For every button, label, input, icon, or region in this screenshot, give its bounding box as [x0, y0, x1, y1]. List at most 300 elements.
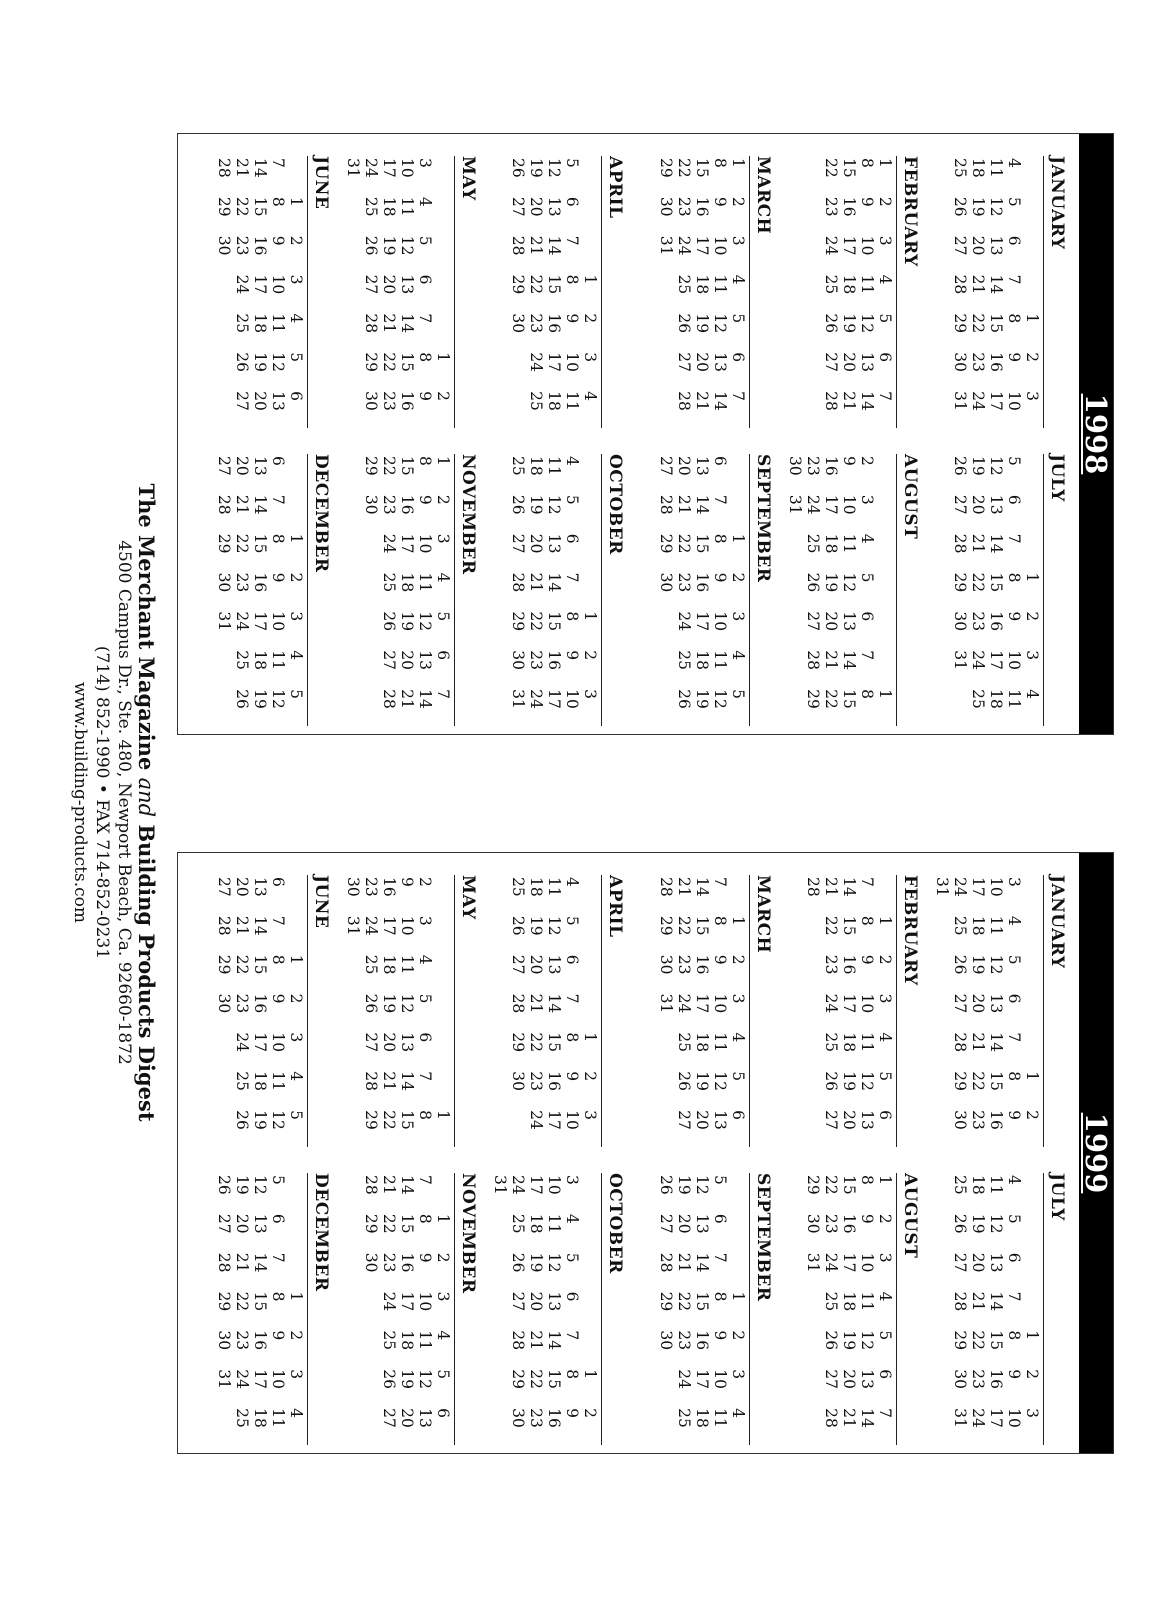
day-cell: 6 — [269, 456, 288, 466]
day-cell: 26 — [215, 1175, 234, 1195]
day-cell: 18 — [251, 1408, 270, 1428]
day-cell: 5 — [416, 235, 435, 246]
day-cell: 9 — [710, 1330, 729, 1341]
day-cell: 22 — [969, 1330, 987, 1351]
day-cell: 21 — [527, 572, 546, 593]
day-cell: 24 — [233, 1369, 252, 1390]
day-cell: 21 — [692, 391, 711, 411]
day-cell: 13 — [251, 456, 270, 476]
day-cell: 10 — [269, 1369, 288, 1390]
day-cell: 11 — [545, 456, 564, 476]
day-cell: 10 — [416, 533, 435, 554]
day-cell: 28 — [380, 689, 399, 709]
day-cell: 25 — [380, 572, 399, 593]
day-cell: 1 — [434, 352, 453, 363]
day-cell: 27 — [509, 1291, 528, 1312]
day-cell: 24 — [821, 1252, 840, 1273]
day-cell: 18 — [969, 158, 987, 178]
day-cell: 19 — [527, 494, 546, 515]
day-cell: 16 — [692, 572, 711, 593]
day-cell: 9 — [269, 235, 288, 246]
day-cell: 27 — [674, 352, 693, 373]
day-cell: 15 — [692, 1291, 711, 1312]
day-cell: 4 — [1005, 915, 1023, 926]
day-cell: 19 — [692, 1071, 711, 1092]
day-cell: 20 — [969, 494, 987, 515]
day-cell: 7 — [1005, 1032, 1023, 1043]
day-cell: 2 — [581, 1408, 600, 1419]
day-cell: 1 — [728, 1291, 747, 1302]
day-cell: 21 — [233, 915, 252, 936]
day-cell: 15 — [839, 158, 858, 178]
day-cell: 5 — [563, 494, 582, 505]
day-cell: 21 — [527, 1330, 546, 1351]
day-cell: 17 — [545, 689, 564, 709]
day-cell: 21 — [821, 650, 840, 671]
day-cell: 23 — [527, 1071, 546, 1092]
day-cell: 28 — [674, 391, 693, 411]
day-cell: 6 — [1005, 494, 1023, 505]
day-cell: 4 — [581, 391, 600, 402]
day-cell: 16 — [545, 1408, 564, 1428]
day-cell: 7 — [269, 158, 288, 168]
day-cell: 19 — [969, 456, 987, 476]
day-cell: 24 — [362, 158, 381, 178]
day-cell: 17 — [987, 391, 1005, 411]
day-cell: 23 — [674, 954, 693, 975]
day-cell: 4 — [563, 877, 582, 887]
day-cell: 8 — [857, 158, 876, 168]
day-cell: 24 — [233, 1032, 252, 1053]
day-cell: 9 — [857, 1213, 876, 1224]
day-cell: 19 — [839, 1330, 858, 1351]
blank-cell — [287, 1173, 305, 1212]
day-cell: 29 — [656, 533, 675, 554]
day-cell: 9 — [398, 877, 417, 887]
day-cell: 6 — [434, 650, 453, 661]
blank-cell — [434, 914, 452, 953]
day-cell: 17 — [692, 611, 711, 632]
day-cell: 11 — [710, 1408, 729, 1428]
day-cell: 31 — [785, 494, 804, 515]
day-cell: 2 — [434, 391, 453, 402]
blank-cell — [1023, 156, 1041, 195]
day-cell: 8 — [269, 533, 288, 544]
day-cell: 18 — [692, 274, 711, 295]
day-cell: 7 — [416, 1071, 435, 1082]
day-cell: 2 — [1023, 352, 1041, 363]
day-cell: 15 — [692, 533, 711, 554]
day-cell: 3 — [1023, 1408, 1041, 1419]
month-name: DECEMBER — [307, 454, 331, 726]
day-cell: 20 — [969, 993, 987, 1014]
day-cell: 26 — [951, 196, 969, 217]
blank-cell — [434, 992, 452, 1031]
day-cell: 17 — [987, 1408, 1005, 1428]
day-cell: 1 — [875, 689, 894, 700]
blank-cell — [434, 234, 452, 273]
day-cell: 14 — [251, 158, 270, 178]
day-cell: 3 — [875, 235, 894, 246]
day-cell: 31 — [951, 650, 969, 671]
day-grid — [933, 875, 1041, 1147]
day-cell: 17 — [692, 1369, 711, 1390]
day-grid — [362, 1173, 452, 1445]
day-cell: 21 — [821, 877, 840, 897]
blank-cell — [582, 156, 600, 195]
day-cell: 12 — [857, 1071, 876, 1092]
day-grid — [951, 454, 1041, 726]
day-cell: 15 — [839, 1175, 858, 1195]
day-cell: 6 — [728, 352, 747, 363]
day-cell: 22 — [380, 1213, 399, 1234]
blank-cell — [1023, 1290, 1041, 1329]
day-cell: 1 — [581, 274, 600, 285]
day-cell: 7 — [1005, 274, 1023, 285]
day-cell: 3 — [287, 274, 306, 285]
day-cell: 27 — [951, 235, 969, 256]
day-cell: 2 — [287, 1330, 306, 1341]
day-cell: 12 — [710, 689, 729, 709]
day-cell: 22 — [233, 954, 252, 975]
month-name: NOVEMBER — [454, 1173, 478, 1445]
day-cell: 6 — [269, 877, 288, 887]
day-cell: 16 — [545, 313, 564, 334]
blank-cell — [582, 454, 600, 493]
day-cell: 4 — [434, 1330, 453, 1341]
day-cell: 19 — [969, 954, 987, 975]
day-cell: 19 — [398, 611, 417, 632]
day-cell: 2 — [1023, 611, 1041, 622]
day-cell: 7 — [563, 993, 582, 1004]
day-cell: 24 — [527, 352, 546, 373]
day-cell: 22 — [380, 1110, 399, 1130]
day-cell: 19 — [233, 1175, 252, 1195]
day-cell: 11 — [545, 1213, 564, 1234]
day-cell: 13 — [692, 1213, 711, 1234]
month-name: MAY — [454, 875, 478, 1147]
day-grid — [786, 454, 894, 726]
day-cell: 20 — [398, 650, 417, 671]
month-name: APRIL — [602, 875, 626, 1147]
month-september — [626, 454, 773, 726]
day-cell: 23 — [362, 877, 381, 897]
day-cell: 6 — [875, 1369, 894, 1380]
day-cell: 16 — [545, 1071, 564, 1092]
day-cell: 27 — [380, 650, 399, 671]
day-cell: 22 — [969, 313, 987, 334]
day-cell: 27 — [509, 533, 528, 554]
day-cell: 13 — [269, 391, 288, 411]
day-cell: 14 — [545, 993, 564, 1014]
day-cell: 17 — [251, 1032, 270, 1053]
day-cell: 19 — [380, 993, 399, 1014]
day-cell: 8 — [710, 1291, 729, 1302]
day-cell: 4 — [1023, 689, 1041, 700]
day-cell: 1 — [287, 954, 306, 965]
day-cell: 30 — [215, 235, 234, 256]
day-cell: 19 — [527, 158, 546, 178]
day-cell: 20 — [233, 1213, 252, 1234]
day-cell: 13 — [839, 611, 858, 632]
day-cell: 15 — [692, 158, 711, 178]
day-cell: 15 — [839, 915, 858, 936]
day-cell: 6 — [563, 1291, 582, 1302]
day-cell: 9 — [710, 572, 729, 583]
day-grid — [344, 875, 452, 1147]
day-cell: 9 — [269, 572, 288, 583]
day-cell: 18 — [839, 1291, 858, 1312]
day-cell: 25 — [509, 877, 528, 897]
day-cell: 8 — [563, 611, 582, 622]
day-cell: 18 — [969, 915, 987, 936]
day-cell: 8 — [416, 456, 435, 466]
day-cell: 11 — [545, 877, 564, 897]
day-cell: 28 — [656, 1252, 675, 1273]
day-cell: 17 — [251, 1369, 270, 1390]
blank-cell — [582, 1290, 600, 1329]
day-cell: 26 — [821, 1330, 840, 1351]
day-grid — [804, 1173, 894, 1445]
day-cell: 2 — [728, 1330, 747, 1341]
day-cell: 23 — [803, 456, 822, 476]
day-cell: 23 — [821, 1213, 840, 1234]
day-cell: 31 — [215, 1369, 234, 1390]
day-cell: 14 — [839, 650, 858, 671]
blank-cell — [582, 493, 600, 532]
day-cell: 10 — [416, 1291, 435, 1312]
blank-cell — [1023, 953, 1041, 992]
day-cell: 7 — [416, 313, 435, 324]
day-cell: 13 — [857, 1369, 876, 1390]
day-cell: 23 — [821, 196, 840, 217]
month-name: APRIL — [602, 156, 626, 428]
day-cell: 5 — [287, 352, 306, 363]
day-cell: 18 — [692, 1032, 711, 1053]
day-cell: 19 — [692, 689, 711, 709]
day-grid — [215, 875, 305, 1147]
day-cell: 28 — [821, 1408, 840, 1428]
day-cell: 10 — [398, 915, 417, 936]
day-cell: 24 — [674, 993, 693, 1014]
months-jul-dec — [184, 1173, 1067, 1445]
day-cell: 16 — [987, 1110, 1005, 1130]
day-cell: 18 — [398, 1330, 417, 1351]
day-cell: 28 — [951, 274, 969, 295]
day-cell: 13 — [545, 533, 564, 554]
day-cell: 25 — [674, 650, 693, 671]
day-cell: 18 — [545, 391, 564, 411]
day-cell: 20 — [839, 352, 858, 373]
day-cell: 18 — [692, 1408, 711, 1428]
day-cell: 6 — [875, 1110, 894, 1121]
day-cell: 27 — [509, 196, 528, 217]
day-cell: 28 — [656, 494, 675, 515]
day-cell: 10 — [710, 993, 729, 1014]
day-cell: 14 — [545, 235, 564, 256]
day-cell: 8 — [710, 915, 729, 926]
day-cell: 15 — [987, 1071, 1005, 1092]
day-cell: 10 — [857, 993, 876, 1014]
day-cell: 20 — [233, 877, 252, 897]
day-cell: 27 — [215, 456, 234, 476]
blank-cell — [287, 1251, 305, 1290]
day-cell: 12 — [416, 611, 435, 632]
day-cell: 28 — [215, 1252, 234, 1273]
day-cell: 30 — [344, 877, 363, 897]
day-cell: 27 — [951, 494, 969, 515]
day-cell: 31 — [951, 1408, 969, 1428]
day-cell: 2 — [1023, 1369, 1041, 1380]
day-cell: 11 — [416, 572, 435, 593]
month-january — [920, 875, 1067, 1147]
month-july — [920, 1173, 1067, 1445]
day-cell: 27 — [951, 1252, 969, 1273]
day-cell: 29 — [215, 533, 234, 554]
day-cell: 22 — [527, 1032, 546, 1053]
day-cell: 11 — [710, 1032, 729, 1053]
day-cell: 24 — [803, 494, 822, 515]
day-cell: 12 — [269, 689, 288, 709]
day-cell: 7 — [710, 877, 729, 887]
day-cell: 3 — [416, 158, 435, 168]
day-cell: 25 — [951, 915, 969, 936]
day-cell: 5 — [1005, 196, 1023, 207]
day-cell: 19 — [821, 572, 840, 593]
day-cell: 30 — [951, 1110, 969, 1130]
day-cell: 5 — [563, 915, 582, 926]
day-cell: 7 — [875, 391, 894, 402]
month-february — [773, 156, 920, 428]
day-cell: 30 — [215, 572, 234, 593]
day-cell: 23 — [527, 313, 546, 334]
day-cell: 19 — [527, 1252, 546, 1273]
day-cell: 26 — [803, 572, 822, 593]
day-cell: 18 — [527, 1213, 546, 1234]
blank-cell — [1023, 234, 1041, 273]
day-grid — [344, 156, 452, 428]
day-cell: 6 — [287, 391, 306, 402]
day-cell: 21 — [969, 1291, 987, 1312]
day-cell: 29 — [951, 313, 969, 334]
day-cell: 18 — [692, 650, 711, 671]
publisher-name: The Merchant Magazine and Building Products Digest — [134, 483, 159, 1122]
day-cell: 6 — [563, 196, 582, 207]
day-cell: 30 — [509, 313, 528, 334]
day-cell: 8 — [710, 533, 729, 544]
day-cell: 25 — [674, 1032, 693, 1053]
day-cell: 17 — [839, 1252, 858, 1273]
day-cell: 1 — [875, 915, 894, 926]
day-cell: 29 — [215, 196, 234, 217]
day-cell: 24 — [969, 1408, 987, 1428]
day-cell: 11 — [1005, 689, 1023, 709]
day-cell: 7 — [875, 1408, 894, 1419]
day-cell: 7 — [728, 391, 747, 402]
day-cell: 28 — [215, 158, 234, 178]
day-cell: 30 — [951, 1369, 969, 1390]
month-name: JANUARY — [1043, 156, 1067, 428]
day-cell: 9 — [1005, 1369, 1023, 1380]
month-name: JANUARY — [1043, 875, 1067, 1147]
month-march — [626, 875, 773, 1147]
day-cell: 7 — [1005, 533, 1023, 544]
day-cell: 7 — [710, 494, 729, 505]
day-cell: 17 — [839, 993, 858, 1014]
day-cell: 16 — [251, 993, 270, 1014]
day-cell: 27 — [951, 993, 969, 1014]
day-cell: 23 — [969, 352, 987, 373]
day-cell: 10 — [710, 1369, 729, 1390]
day-cell: 16 — [251, 235, 270, 256]
day-cell: 26 — [821, 1071, 840, 1092]
day-cell: 8 — [857, 1175, 876, 1185]
day-cell: 30 — [509, 650, 528, 671]
day-cell: 6 — [416, 1032, 435, 1043]
day-cell: 28 — [951, 1291, 969, 1312]
day-cell: 20 — [527, 954, 546, 975]
day-cell: 6 — [563, 954, 582, 965]
day-cell: 12 — [987, 954, 1005, 975]
day-cell: 23 — [969, 1110, 987, 1130]
day-cell: 23 — [674, 196, 693, 217]
day-cell: 28 — [362, 1071, 381, 1092]
day-cell: 25 — [951, 1175, 969, 1195]
day-cell: 22 — [527, 611, 546, 632]
day-cell: 29 — [656, 915, 675, 936]
day-cell: 21 — [398, 689, 417, 709]
day-cell: 6 — [416, 274, 435, 285]
day-cell: 15 — [398, 1213, 417, 1234]
day-grid — [657, 1173, 747, 1445]
day-cell: 12 — [416, 1369, 435, 1390]
blank-cell — [582, 234, 600, 273]
day-cell: 20 — [527, 533, 546, 554]
day-cell: 2 — [416, 877, 435, 887]
day-cell: 24 — [674, 235, 693, 256]
blank-cell — [729, 1212, 747, 1251]
day-cell: 17 — [545, 1110, 564, 1130]
months-jan-jun — [184, 875, 1067, 1147]
day-cell: 31 — [803, 1252, 822, 1273]
day-cell: 26 — [509, 1252, 528, 1273]
day-cell: 1 — [1023, 1330, 1041, 1341]
day-grid — [362, 454, 452, 726]
day-cell: 23 — [233, 1330, 252, 1351]
day-cell: 15 — [987, 1330, 1005, 1351]
blank-cell — [876, 532, 894, 571]
day-cell: 15 — [398, 1110, 417, 1130]
day-cell: 17 — [692, 993, 711, 1014]
day-cell: 11 — [710, 650, 729, 671]
month-name: OCTOBER — [602, 454, 626, 726]
day-cell: 16 — [398, 391, 417, 411]
day-cell: 13 — [857, 352, 876, 373]
day-cell: 24 — [527, 1110, 546, 1130]
day-cell: 11 — [269, 313, 288, 334]
day-cell: 11 — [857, 1032, 876, 1053]
day-cell: 21 — [233, 494, 252, 515]
blank-cell — [434, 195, 452, 234]
day-cell: 10 — [857, 1252, 876, 1273]
day-cell: 26 — [951, 1213, 969, 1234]
day-cell: 14 — [692, 1252, 711, 1273]
day-cell: 3 — [434, 533, 453, 544]
day-cell: 30 — [362, 1252, 381, 1273]
day-cell: 15 — [251, 1291, 270, 1312]
day-cell: 14 — [857, 1408, 876, 1428]
day-cell: 17 — [398, 533, 417, 554]
